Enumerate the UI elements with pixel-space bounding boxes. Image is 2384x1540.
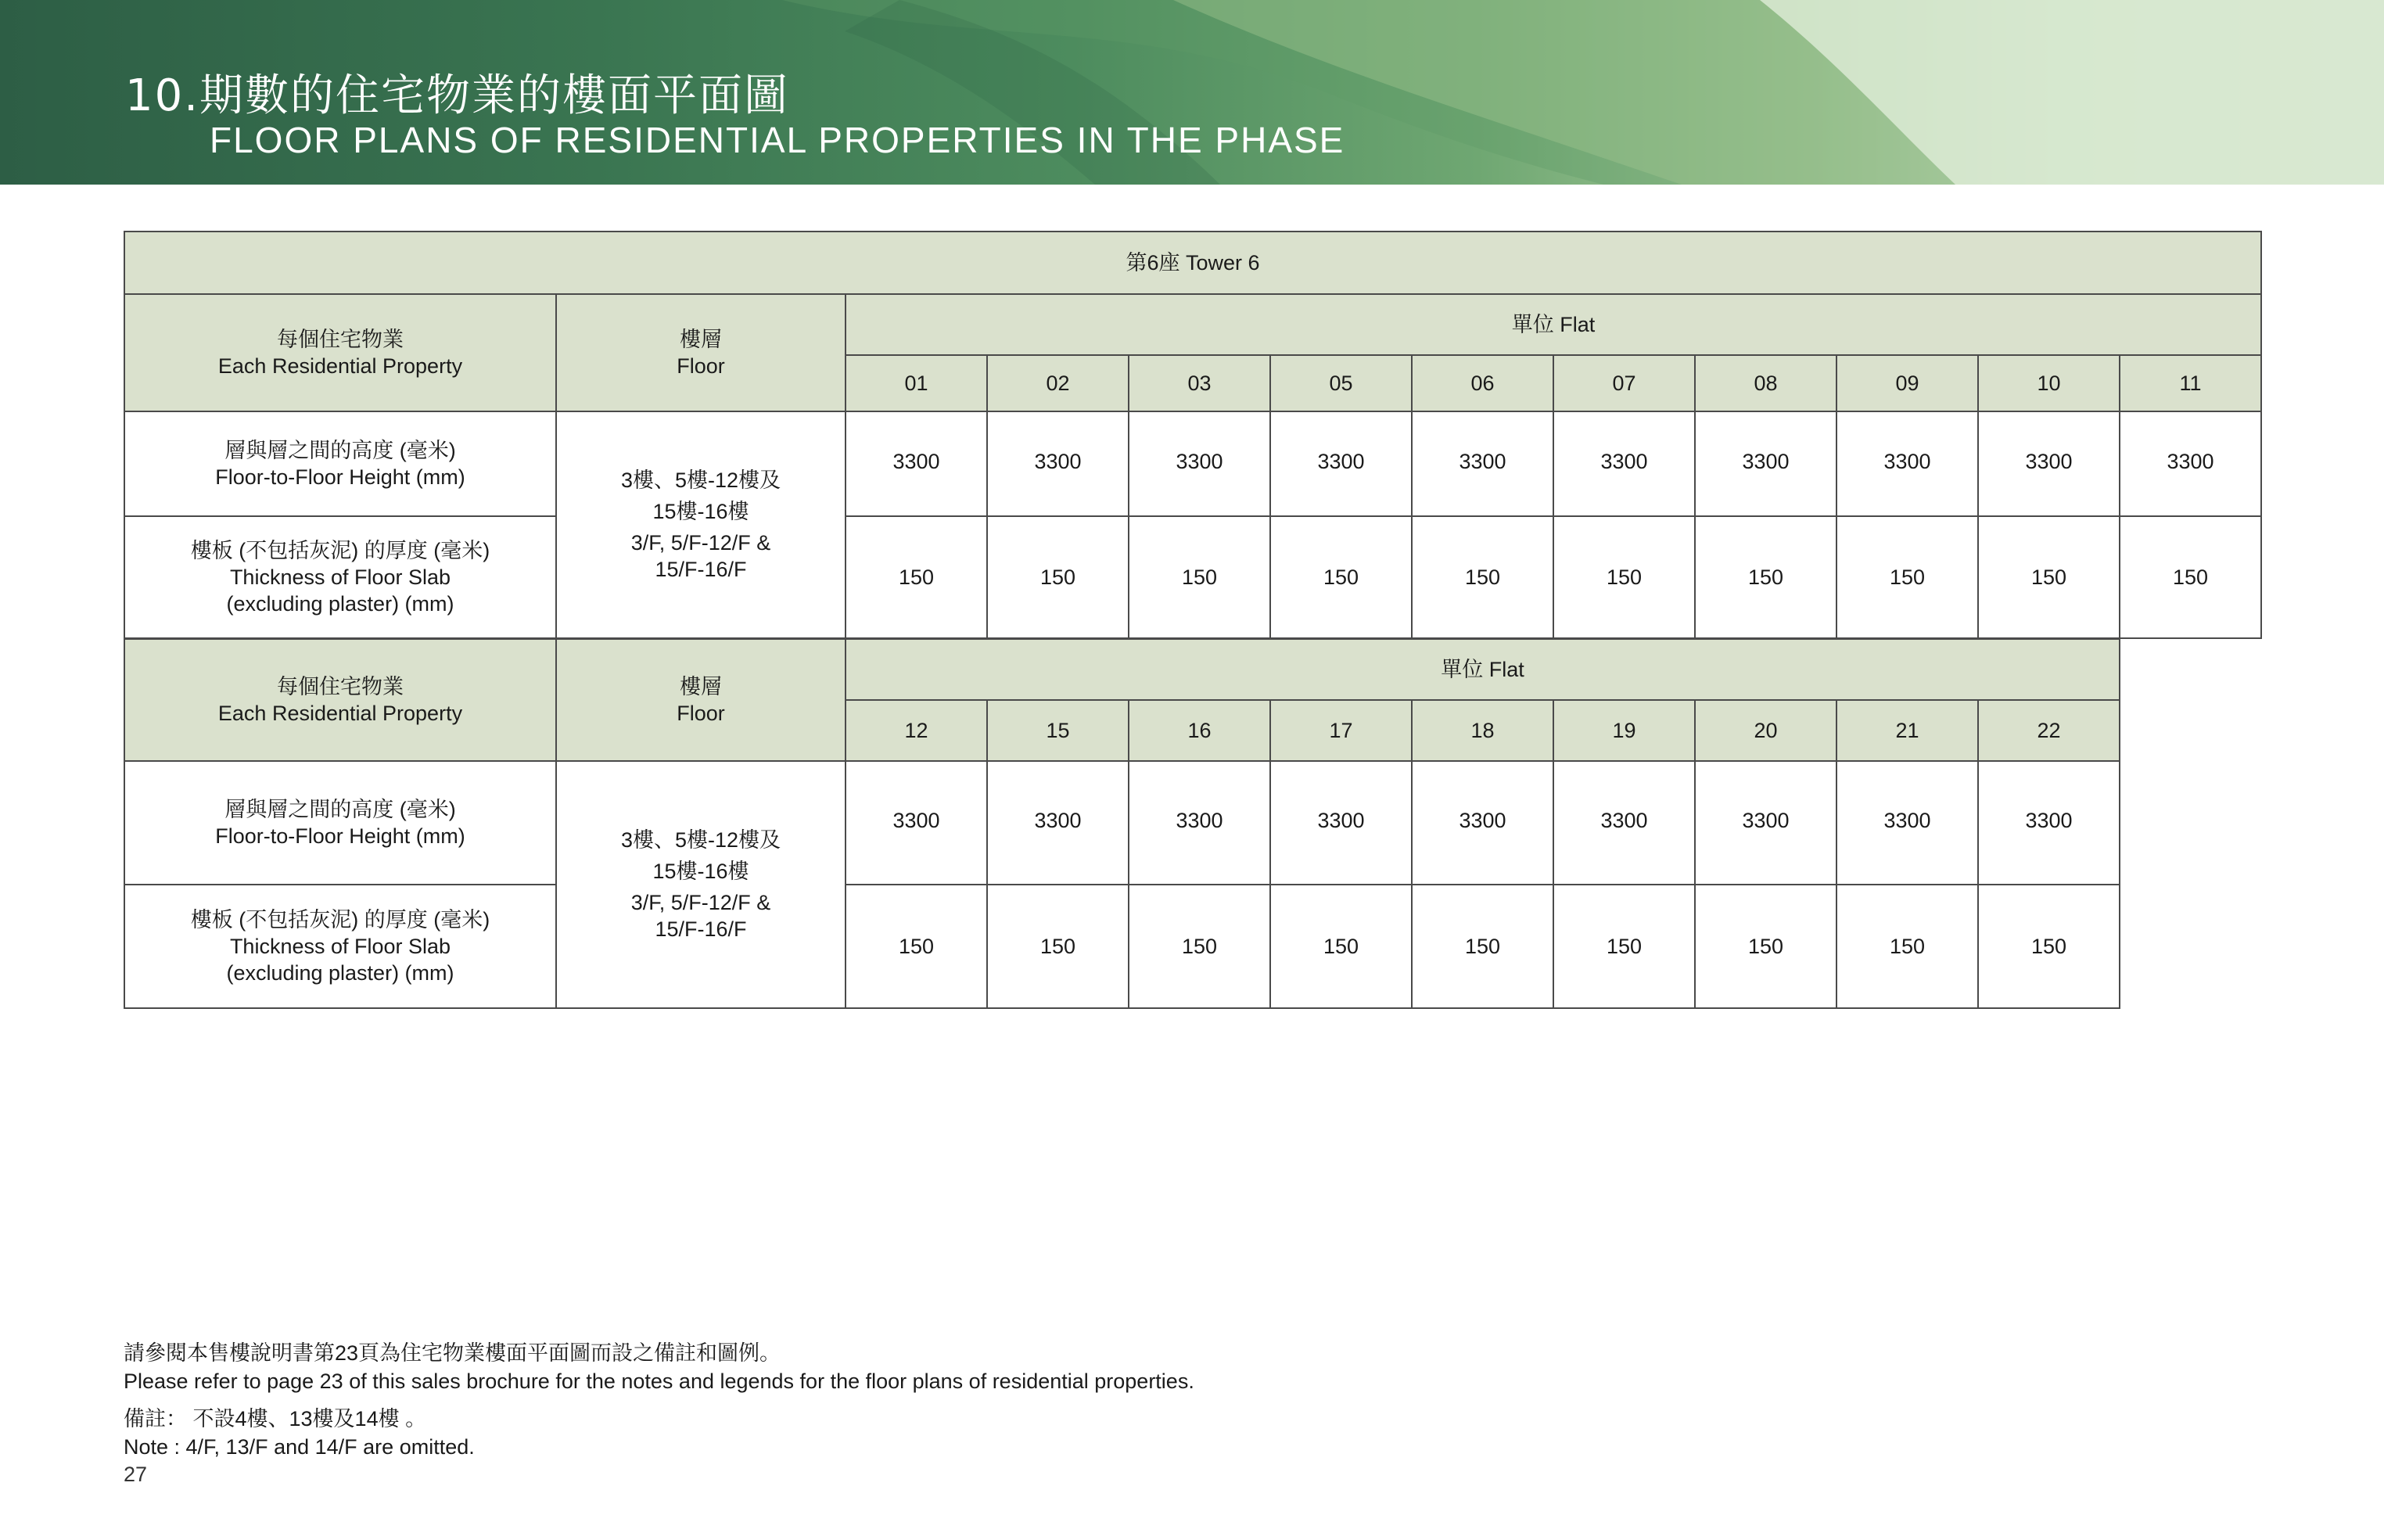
floor-range-zh-line2: 15樓-16樓 xyxy=(652,500,749,523)
floor-range-en-line2: 15/F-16/F xyxy=(655,917,747,941)
floor-header-en: Floor xyxy=(677,354,725,378)
floor-height-table-part2 xyxy=(124,638,2262,1009)
floor-header-en: Floor xyxy=(677,702,725,725)
floor-range-zh-line1: 3樓、5樓-12樓及 xyxy=(620,828,781,852)
row-label-height-zh: 層與層之間的高度 (毫米) xyxy=(224,798,456,821)
slab-value: 150 xyxy=(1270,516,1412,638)
refer-note-zh: 請參閱本售樓說明書第23頁為住宅物業樓面平面圖而設之備註和圖例。 xyxy=(124,1341,781,1365)
omitted-floors-note-zh: 備註： 不設4樓、13樓及14樓 。 xyxy=(124,1407,427,1431)
slab-value: 150 xyxy=(1553,516,1695,638)
height-value: 3300 xyxy=(1412,761,1553,885)
flat-number: 07 xyxy=(1553,355,1695,411)
slab-value: 150 xyxy=(987,885,1129,1008)
row-label-slab-zh: 樓板 (不包括灰泥) 的厚度 (毫米) xyxy=(190,539,490,562)
page-title-en: FLOOR PLANS OF RESIDENTIAL PROPERTIES IN THE PHASE xyxy=(210,120,1345,160)
floor-height-table-part1 xyxy=(124,231,2262,639)
refer-note-en: Please refer to page 23 of this sales brochure for the notes and legends for the floor plans of residential properties. xyxy=(124,1369,1194,1393)
height-value: 3300 xyxy=(1978,761,2120,885)
floor-header-zh: 樓層 xyxy=(680,675,722,698)
row-label-height-en: Floor-to-Floor Height (mm) xyxy=(215,824,465,848)
height-value: 3300 xyxy=(1553,761,1695,885)
flat-number: 02 xyxy=(987,355,1129,411)
floor-column-header xyxy=(556,639,846,761)
flat-number: 22 xyxy=(1978,700,2120,761)
slab-value: 150 xyxy=(1695,885,1836,1008)
row-label-slab-en1: Thickness of Floor Slab xyxy=(229,565,451,589)
height-value: 3300 xyxy=(846,761,987,885)
height-value: 3300 xyxy=(1978,411,2120,516)
slab-value: 150 xyxy=(1553,885,1695,1008)
floor-header-zh: 樓層 xyxy=(680,328,722,351)
slab-value: 150 xyxy=(1270,885,1412,1008)
slab-value: 150 xyxy=(1978,885,2120,1008)
flat-number: 15 xyxy=(987,700,1129,761)
height-value: 3300 xyxy=(1412,411,1553,516)
flat-number: 20 xyxy=(1695,700,1836,761)
floor-range-zh-line1: 3樓、5樓-12樓及 xyxy=(620,468,781,492)
row-label-height xyxy=(124,761,556,885)
height-value: 3300 xyxy=(1553,411,1695,516)
row-label-slab xyxy=(124,885,556,1008)
page-title-zh: 10.期數的住宅物業的樓面平面圖 xyxy=(125,70,790,121)
flat-number: 18 xyxy=(1412,700,1553,761)
floor-range-cell xyxy=(556,411,846,638)
property-column-header xyxy=(124,639,556,761)
flat-number: 21 xyxy=(1836,700,1978,761)
row-label-slab-en2: (excluding plaster) (mm) xyxy=(226,961,454,985)
row-label-height xyxy=(124,411,556,516)
height-value: 3300 xyxy=(1836,761,1978,885)
height-value: 3300 xyxy=(1129,761,1270,885)
slab-value: 150 xyxy=(846,885,987,1008)
floor-range-cell xyxy=(556,761,846,1008)
height-value: 3300 xyxy=(1695,411,1836,516)
flat-number: 19 xyxy=(1553,700,1695,761)
flat-number: 09 xyxy=(1836,355,1978,411)
slab-value: 150 xyxy=(1129,516,1270,638)
flat-number: 17 xyxy=(1270,700,1412,761)
flat-number: 06 xyxy=(1412,355,1553,411)
flat-number: 03 xyxy=(1129,355,1270,411)
property-header-zh: 每個住宅物業 xyxy=(277,328,404,351)
flat-header: 單位 Flat xyxy=(846,294,2261,355)
flat-number: 05 xyxy=(1270,355,1412,411)
height-value: 3300 xyxy=(987,761,1129,885)
slab-value: 150 xyxy=(1412,516,1553,638)
slab-value: 150 xyxy=(1695,516,1836,638)
height-value: 3300 xyxy=(1695,761,1836,885)
property-column-header xyxy=(124,294,556,411)
row-label-slab-en2: (excluding plaster) (mm) xyxy=(226,592,454,616)
height-value: 3300 xyxy=(1270,761,1412,885)
slab-value: 150 xyxy=(1412,885,1553,1008)
flat-number: 11 xyxy=(2120,355,2261,411)
flat-number: 16 xyxy=(1129,700,1270,761)
slab-value: 150 xyxy=(846,516,987,638)
row-label-slab xyxy=(124,516,556,638)
page-number: 27 xyxy=(124,1463,148,1486)
slab-value: 150 xyxy=(1836,885,1978,1008)
slab-value: 150 xyxy=(1836,516,1978,638)
row-label-height-zh: 層與層之間的高度 (毫米) xyxy=(224,439,456,462)
slab-value: 150 xyxy=(1978,516,2120,638)
flat-number: 01 xyxy=(846,355,987,411)
footnotes xyxy=(124,1339,1194,1461)
header-banner xyxy=(0,0,2384,185)
floor-range-en-line1: 3/F, 5/F-12/F & xyxy=(630,531,771,555)
floor-range-en-line1: 3/F, 5/F-12/F & xyxy=(630,891,771,914)
height-value: 3300 xyxy=(2120,411,2261,516)
flat-number: 08 xyxy=(1695,355,1836,411)
row-label-slab-zh: 樓板 (不包括灰泥) 的厚度 (毫米) xyxy=(190,908,490,932)
floor-range-zh-line2: 15樓-16樓 xyxy=(652,860,749,883)
flat-number: 12 xyxy=(846,700,987,761)
height-value: 3300 xyxy=(1129,411,1270,516)
row-label-height-en: Floor-to-Floor Height (mm) xyxy=(215,465,465,489)
floor-range-en-line2: 15/F-16/F xyxy=(655,558,747,581)
slab-value: 150 xyxy=(1129,885,1270,1008)
height-value: 3300 xyxy=(987,411,1129,516)
height-value: 3300 xyxy=(846,411,987,516)
height-value: 3300 xyxy=(1836,411,1978,516)
height-value: 3300 xyxy=(1270,411,1412,516)
omitted-floors-note-en: Note : 4/F, 13/F and 14/F are omitted. xyxy=(124,1435,475,1459)
flat-number: 10 xyxy=(1978,355,2120,411)
row-label-slab-en1: Thickness of Floor Slab xyxy=(229,935,451,958)
property-header-en: Each Residential Property xyxy=(217,354,463,378)
slab-value: 150 xyxy=(2120,516,2261,638)
floor-column-header xyxy=(556,294,846,411)
slab-value: 150 xyxy=(987,516,1129,638)
property-header-zh: 每個住宅物業 xyxy=(277,675,404,698)
flat-header: 單位 Flat xyxy=(846,639,2120,700)
property-header-en: Each Residential Property xyxy=(217,702,463,725)
tower-heading: 第6座 Tower 6 xyxy=(124,232,2261,294)
